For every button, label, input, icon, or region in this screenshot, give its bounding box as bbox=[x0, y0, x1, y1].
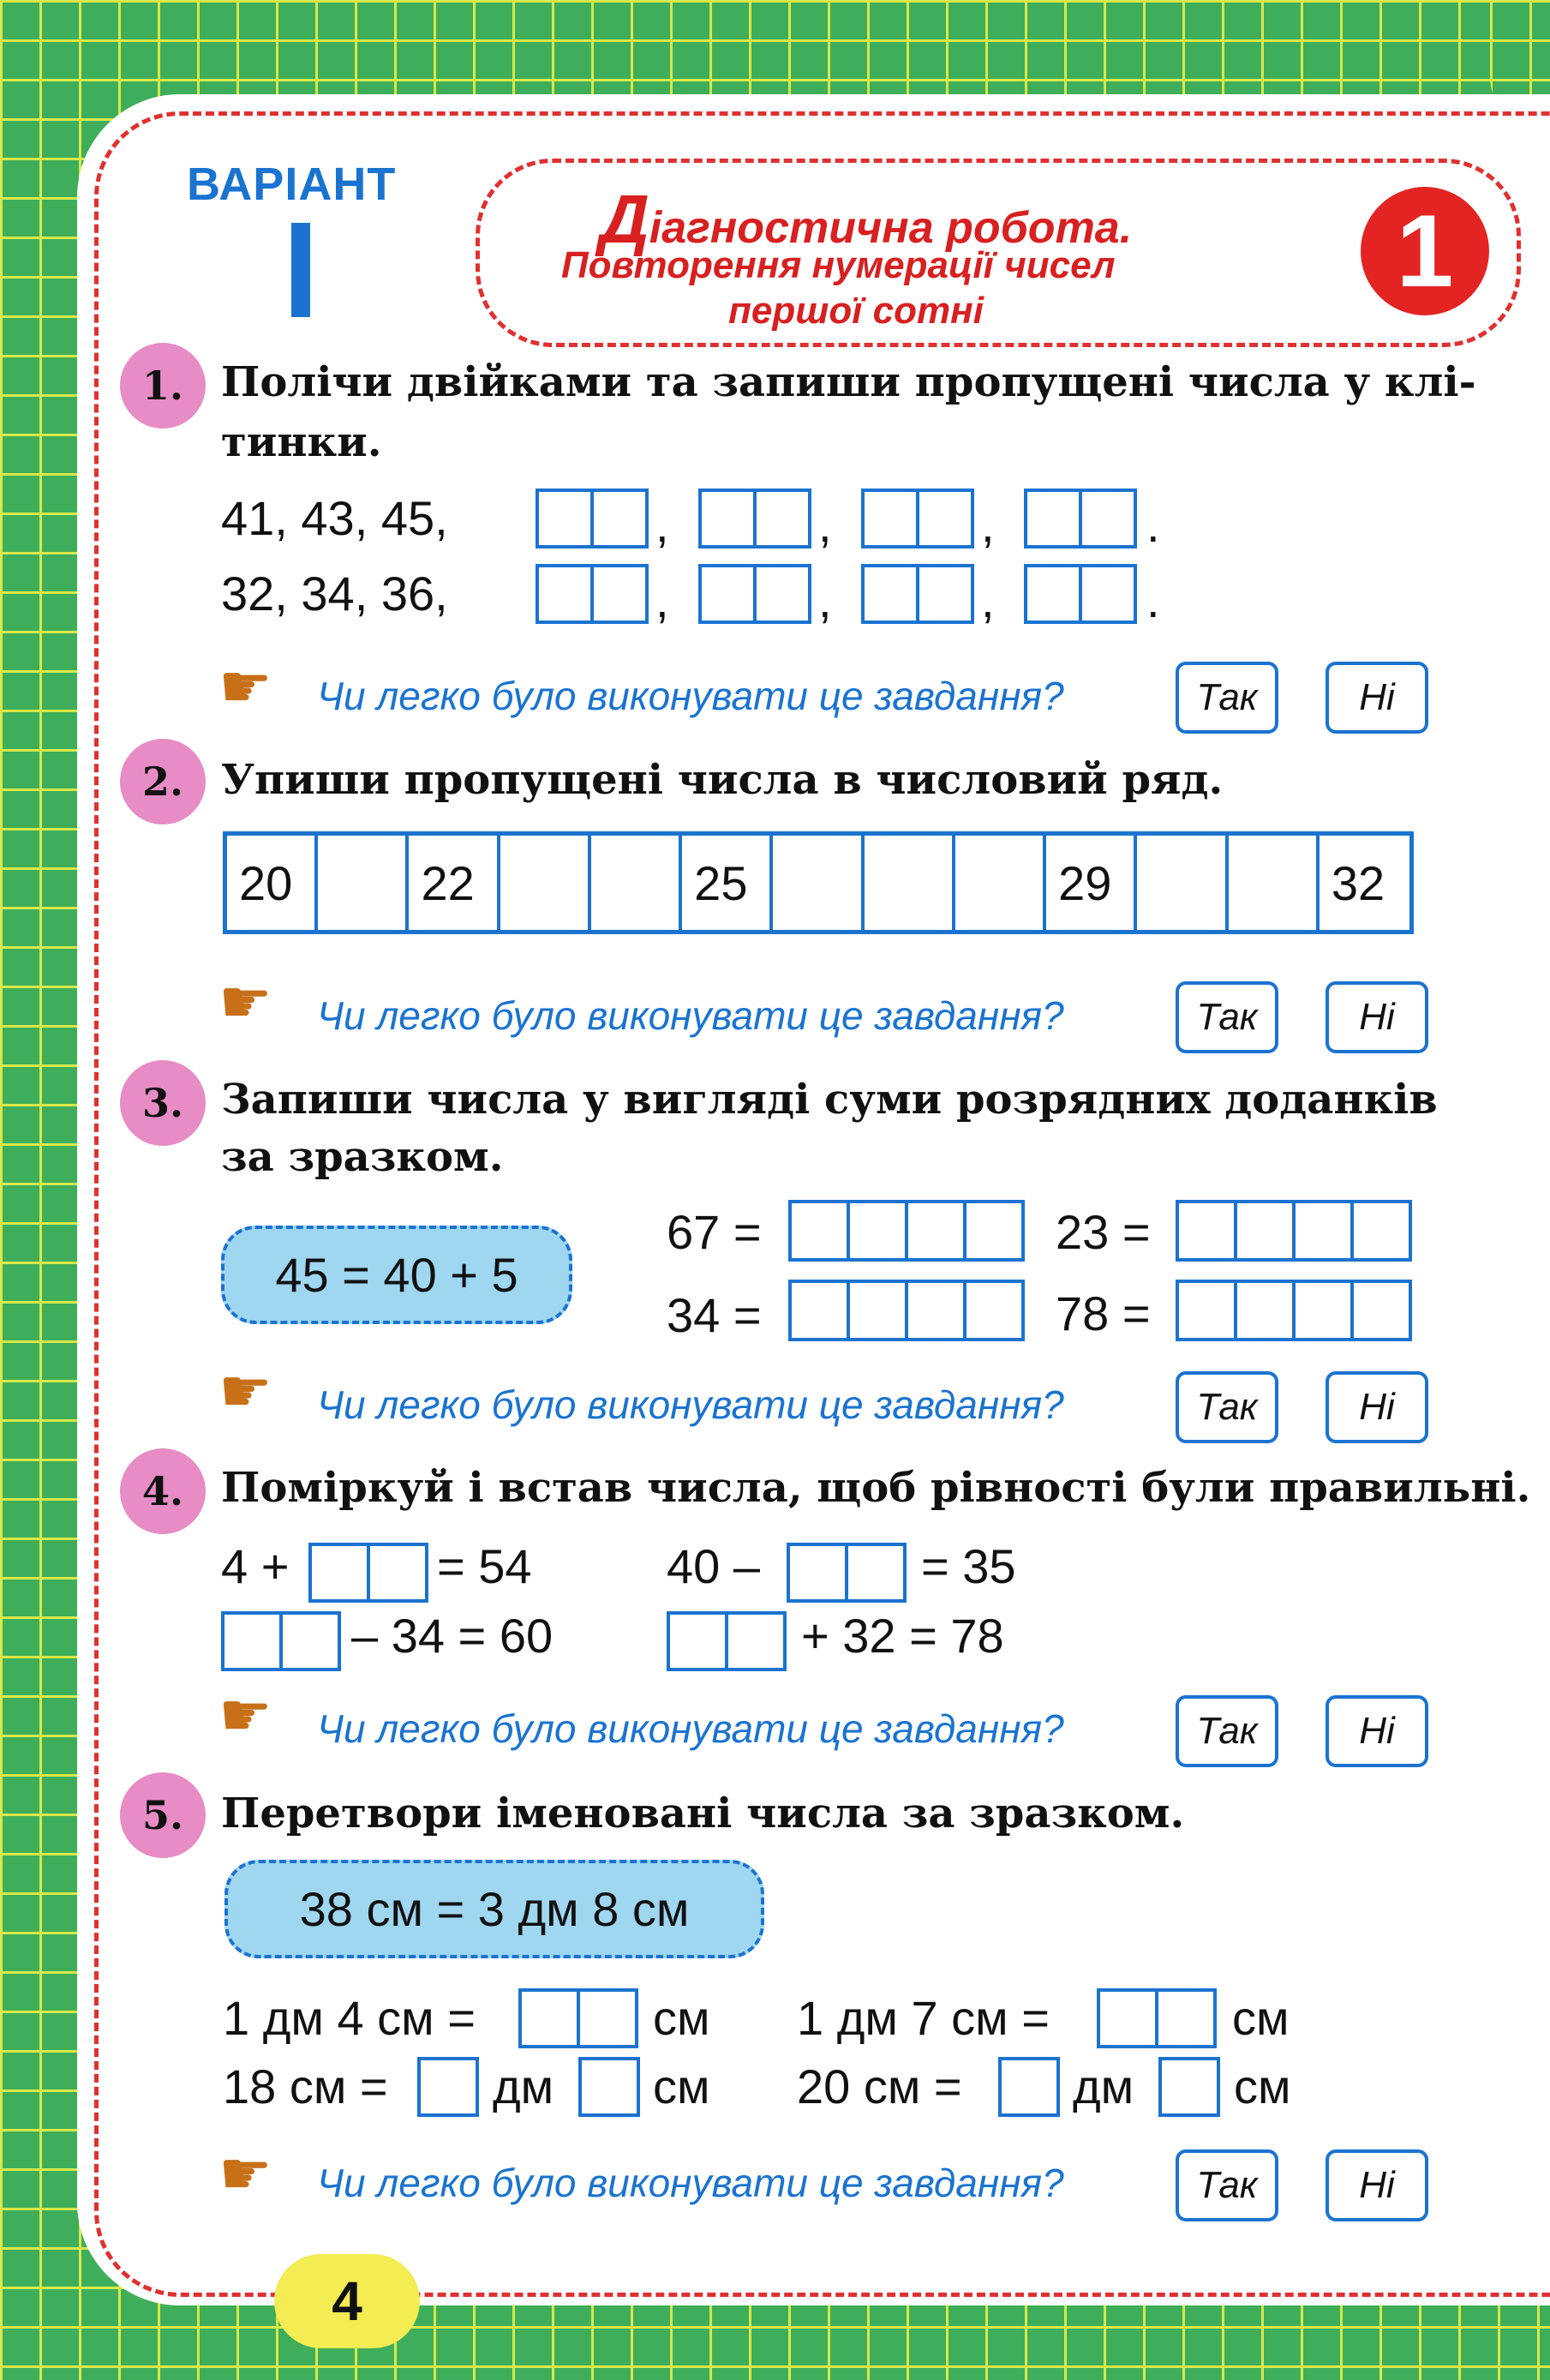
task1-row2-box4[interactable] bbox=[1024, 564, 1137, 624]
task1-comma: , bbox=[818, 498, 832, 552]
task5-e4-box1[interactable] bbox=[998, 2057, 1060, 2117]
task2-cell-empty[interactable] bbox=[1229, 836, 1320, 930]
task1-question: Чи легко було виконувати це завдання? bbox=[317, 674, 1064, 718]
task4-b-left: 40 – bbox=[667, 1539, 760, 1593]
title-line3: першої сотні bbox=[728, 290, 984, 332]
task4-b-right: = 35 bbox=[921, 1539, 1016, 1593]
task4-b-box[interactable] bbox=[787, 1543, 907, 1603]
task2-question: Чи легко було виконувати це завдання? bbox=[317, 993, 1064, 1038]
task5-e3-box1[interactable] bbox=[417, 2057, 479, 2117]
task5-question: Чи легко було виконувати це завдання? bbox=[317, 2161, 1064, 2205]
task1-yes-button[interactable]: Так bbox=[1176, 662, 1278, 734]
task2-cell: 29 bbox=[1046, 836, 1137, 930]
task5-e3-unit: см bbox=[653, 2059, 710, 2113]
task4-c-right: – 34 = 60 bbox=[351, 1609, 554, 1663]
pointing-hand-icon: ☛ bbox=[218, 968, 272, 1035]
task2-cell-empty[interactable] bbox=[955, 836, 1046, 930]
task1-row1-box3[interactable] bbox=[861, 489, 974, 549]
task1-comma: , bbox=[981, 498, 995, 552]
task5-e4-box2[interactable] bbox=[1158, 2057, 1220, 2117]
task2-cell-empty[interactable] bbox=[591, 836, 682, 930]
task2-cell-empty[interactable] bbox=[1137, 836, 1228, 930]
task3-number: 3. bbox=[120, 1060, 206, 1146]
task5-e4-unit: см bbox=[1234, 2059, 1291, 2113]
pointing-hand-icon: ☛ bbox=[218, 1682, 272, 1748]
task3-eq4-boxes[interactable] bbox=[1176, 1280, 1412, 1341]
task3-yes-button[interactable]: Так bbox=[1176, 1371, 1278, 1443]
task1-row2-given: 32, 34, 36, bbox=[221, 567, 448, 620]
title-first-letter: Д bbox=[600, 181, 649, 257]
task4-number: 4. bbox=[120, 1448, 206, 1534]
task1-comma: , bbox=[655, 573, 669, 627]
task4-d-box[interactable] bbox=[667, 1611, 787, 1671]
task1-dot: . bbox=[1146, 573, 1160, 627]
task5-sample: 38 см = 3 дм 8 см bbox=[224, 1860, 764, 1958]
task2-cell-empty[interactable] bbox=[500, 836, 591, 930]
task2-cell: 32 bbox=[1331, 855, 1385, 910]
task4-no-button[interactable]: Ні bbox=[1326, 1695, 1428, 1767]
task3-text-line2: за зразком. bbox=[221, 1133, 504, 1181]
pointing-hand-icon: ☛ bbox=[218, 2140, 272, 2207]
task5-no-button[interactable]: Ні bbox=[1326, 2149, 1428, 2221]
task3-sample: 45 = 40 + 5 bbox=[221, 1226, 572, 1324]
task2-cell-empty[interactable] bbox=[865, 836, 955, 930]
pointing-hand-icon: ☛ bbox=[218, 653, 272, 720]
task2-cell: 22 bbox=[409, 836, 500, 930]
task5-e2-box[interactable] bbox=[1097, 1988, 1217, 2048]
task1-row1-box1[interactable] bbox=[536, 489, 649, 549]
task2-no-button[interactable]: Ні bbox=[1326, 981, 1428, 1053]
task3-eq2-boxes[interactable] bbox=[1176, 1200, 1412, 1262]
task1-row1-box4[interactable] bbox=[1024, 489, 1137, 549]
task1-number: 1. bbox=[120, 343, 206, 429]
task3-eq2-label: 23 = bbox=[1056, 1205, 1151, 1259]
title-line2: Повторення нумерації чисел bbox=[561, 244, 1116, 286]
task4-question: Чи легко було виконувати це завдання? bbox=[317, 1706, 1064, 1751]
task1-row1-box2[interactable] bbox=[698, 489, 811, 549]
task3-no-button[interactable]: Ні bbox=[1326, 1371, 1428, 1443]
task3-eq3-boxes[interactable] bbox=[788, 1280, 1025, 1341]
task1-comma: , bbox=[655, 498, 669, 552]
task3-eq1-boxes[interactable] bbox=[788, 1200, 1025, 1262]
task3-text-line1: Запиши числа у вигляді суми розрядних доданків bbox=[221, 1076, 1438, 1124]
work-number-badge: 1 bbox=[1361, 187, 1489, 315]
task5-number: 5. bbox=[120, 1772, 206, 1858]
task4-a-box[interactable] bbox=[308, 1543, 428, 1603]
task1-no-button[interactable]: Ні bbox=[1326, 662, 1428, 734]
task5-e3-left: 18 см = bbox=[223, 2059, 388, 2113]
task4-a-left: 4 + bbox=[221, 1539, 290, 1593]
task4-d-right: + 32 = 78 bbox=[801, 1609, 1004, 1663]
task3-eq4-label: 78 = bbox=[1056, 1286, 1151, 1340]
task5-e4-mid: дм bbox=[1073, 2059, 1134, 2113]
task2-cell-empty[interactable] bbox=[773, 836, 864, 930]
task5-e3-box2[interactable] bbox=[578, 2057, 640, 2117]
task5-e4-left: 20 см = bbox=[797, 2059, 962, 2113]
task1-text-line2: тинки. bbox=[221, 418, 382, 466]
task2-text: Упиши пропущені числа в числовий ряд. bbox=[221, 756, 1224, 804]
task1-text-line1: Полічи двійками та запиши пропущені числа у клі- bbox=[221, 358, 1476, 406]
page-number: 4 bbox=[274, 2254, 420, 2348]
task3-eq3-label: 34 = bbox=[667, 1288, 762, 1342]
title-line1-rest: іагностична робота. bbox=[649, 203, 1133, 253]
task1-comma: , bbox=[981, 573, 995, 627]
task5-e1-unit: см bbox=[653, 1991, 710, 2045]
pointing-hand-icon: ☛ bbox=[218, 1358, 272, 1424]
task5-e3-mid: дм bbox=[493, 2059, 554, 2113]
task5-e1-box[interactable] bbox=[518, 1988, 638, 2048]
task5-e1-left: 1 дм 4 см = bbox=[223, 1991, 476, 2045]
task5-text: Перетвори іменовані числа за зразком. bbox=[221, 1789, 1185, 1837]
task2-cell: 25 bbox=[682, 836, 773, 930]
task4-a-right: = 54 bbox=[437, 1539, 532, 1593]
variant-number-bar bbox=[291, 223, 310, 317]
task2-cell-empty[interactable] bbox=[318, 836, 409, 930]
task1-dot: . bbox=[1146, 498, 1160, 552]
task3-eq1-label: 67 = bbox=[667, 1205, 762, 1259]
task5-yes-button[interactable]: Так bbox=[1176, 2149, 1278, 2221]
task1-row2-box2[interactable] bbox=[698, 564, 811, 624]
task4-yes-button[interactable]: Так bbox=[1176, 1695, 1278, 1767]
task4-c-box[interactable] bbox=[221, 1611, 341, 1671]
task1-row1-given: 41, 43, 45, bbox=[221, 491, 448, 545]
task1-row2-box1[interactable] bbox=[536, 564, 649, 624]
task4-text: Поміркуй і встав числа, щоб рівності були правильні. bbox=[221, 1464, 1531, 1512]
task5-e2-unit: см bbox=[1232, 1991, 1290, 2045]
task5-e2-left: 1 дм 7 см = bbox=[797, 1991, 1050, 2045]
task1-comma: , bbox=[818, 573, 832, 627]
task2-number: 2. bbox=[120, 739, 206, 824]
task1-row2-box3[interactable] bbox=[861, 564, 974, 624]
task2-cell: 20 bbox=[227, 836, 318, 930]
task2-yes-button[interactable]: Так bbox=[1176, 981, 1278, 1053]
variant-label: ВАРІАНТ bbox=[187, 159, 397, 210]
task2-number-row bbox=[223, 831, 1414, 934]
task3-question: Чи легко було виконувати це завдання? bbox=[317, 1382, 1064, 1427]
